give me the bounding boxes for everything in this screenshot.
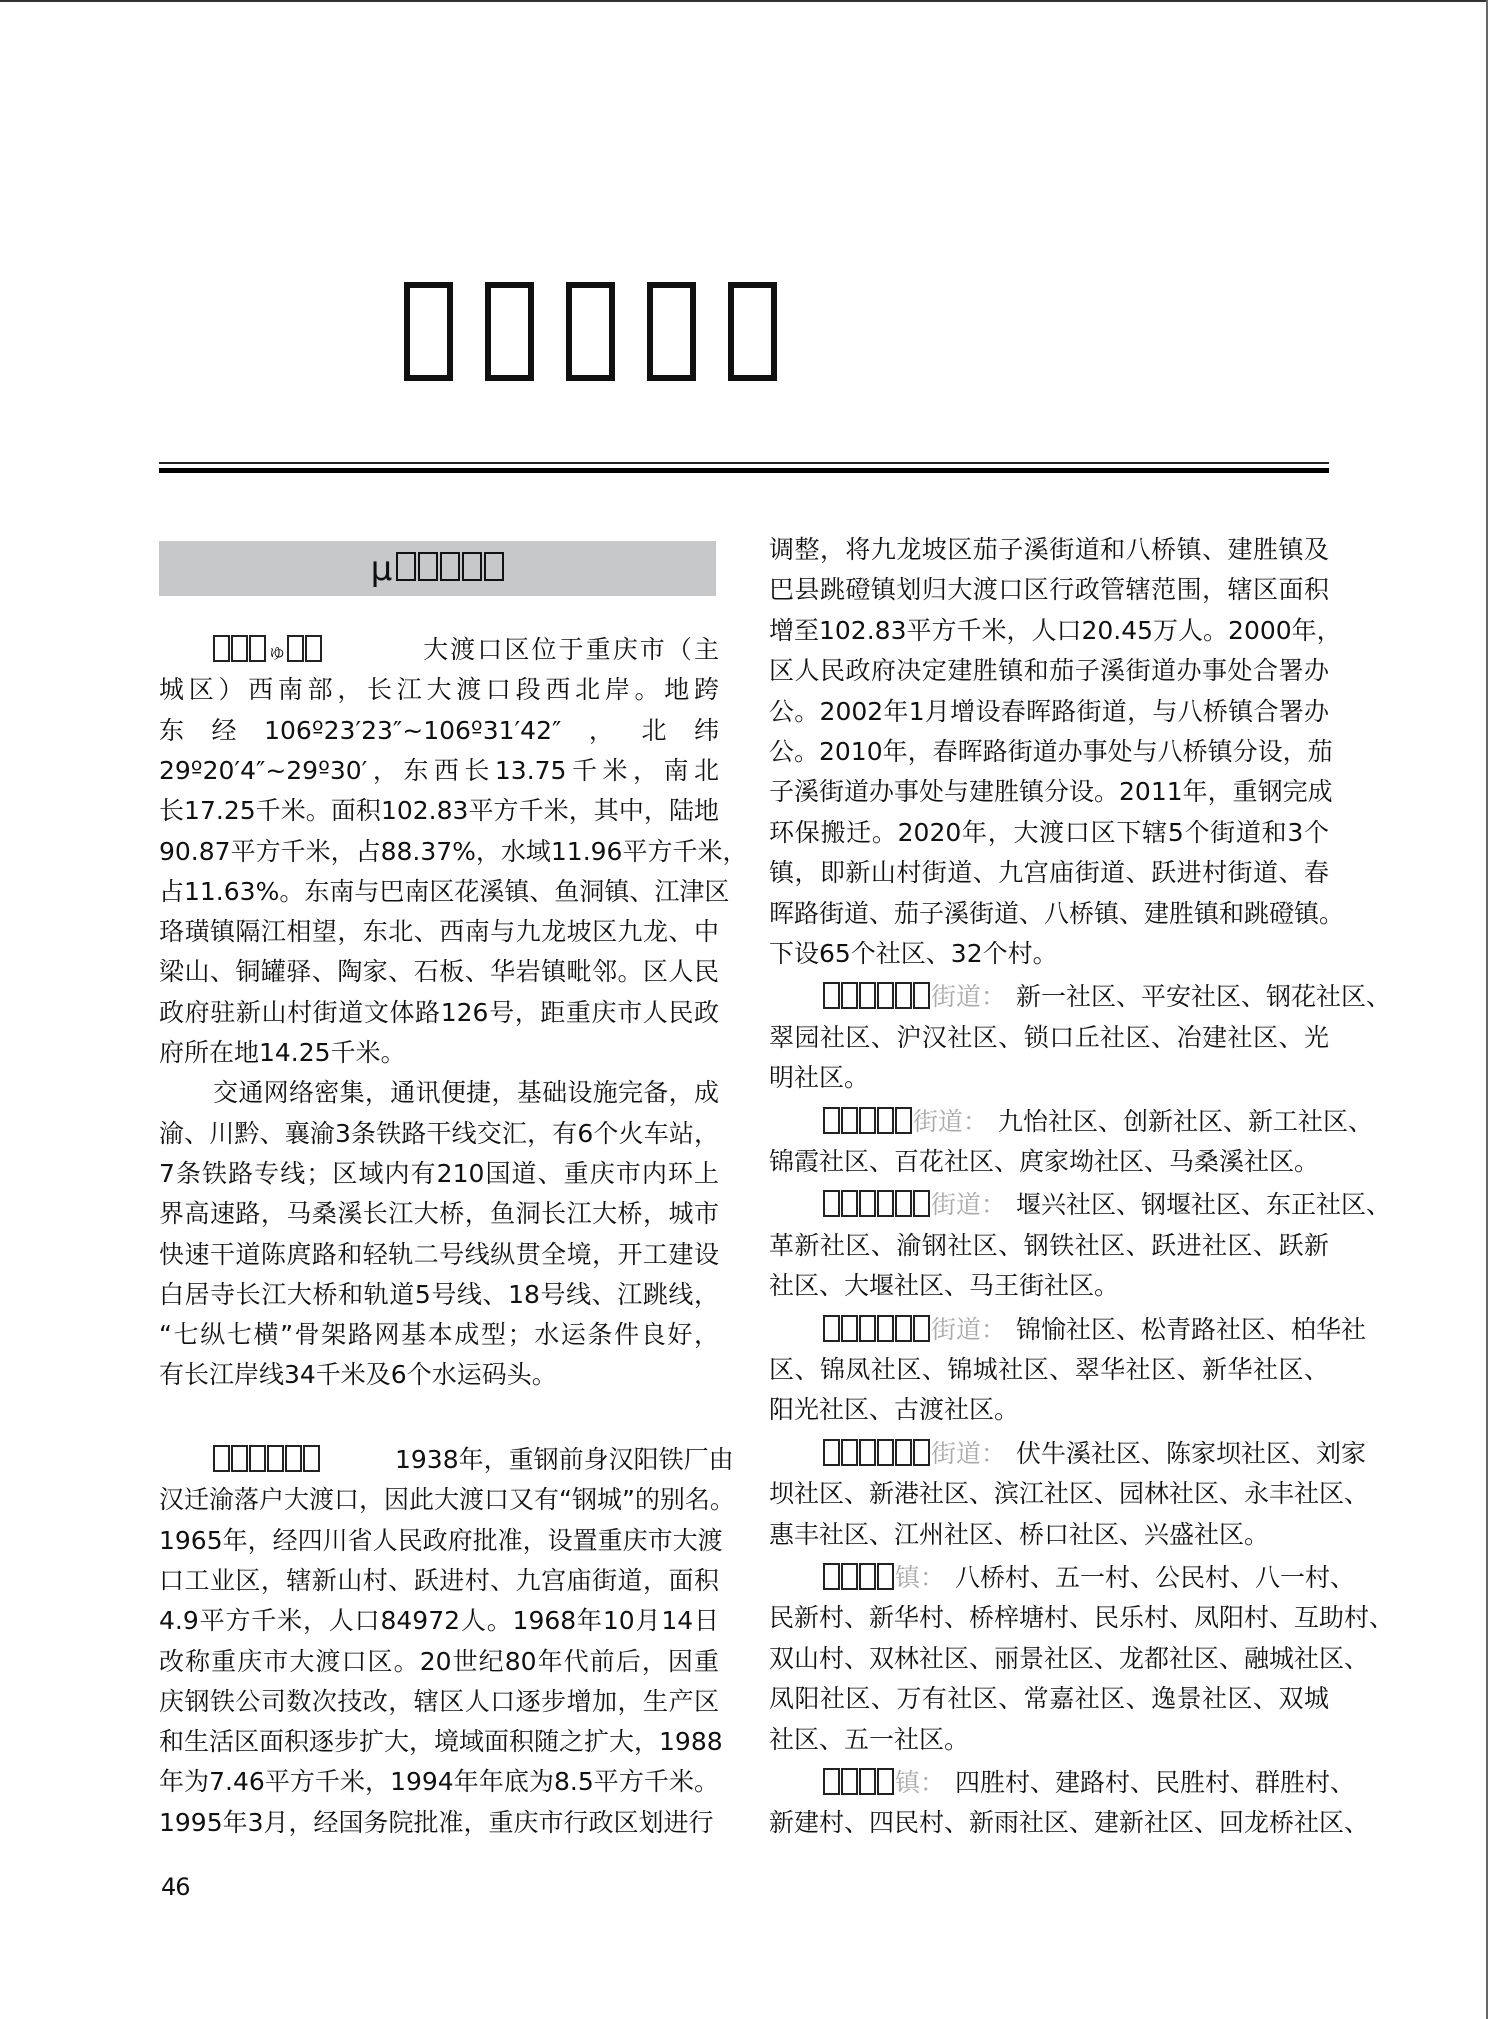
missing-glyph-box (213, 1445, 230, 1472)
text-line: 改称重庆市大渡口区。20世纪80年代前后，因重 (159, 1646, 719, 1676)
missing-glyph-box (396, 552, 416, 581)
entry-heading-ghost: 街道： (913, 1106, 989, 1136)
missing-glyph-box (287, 635, 304, 662)
missing-glyph-box (823, 1439, 840, 1466)
text-run: 堰兴社区、钢堰社区、东正社区、 (1016, 1190, 1392, 1220)
missing-glyph-box (231, 1445, 248, 1472)
missing-glyph-box (841, 1190, 858, 1217)
title-rule-thick (159, 468, 1329, 473)
text-line: 快速干道陈庹路和轻轨二号线纵贯全境，开工建设 (159, 1239, 719, 1269)
missing-glyph-box (485, 282, 534, 381)
entry-heading (823, 1310, 1006, 1351)
missing-glyph-box (418, 552, 438, 581)
entry-heading (823, 1185, 1006, 1226)
text-line: 7条铁路专线；区域内有210国道、重庆市内环上 (159, 1158, 719, 1188)
missing-glyph-box (267, 1445, 284, 1472)
text-line: 界高速路，马桑溪长江大桥，鱼洞长江大桥，城市 (159, 1199, 719, 1229)
missing-glyph-box (566, 282, 615, 381)
text-line: 凤阳社区、万有社区、常嘉社区、逸景社区、双城 (769, 1684, 1329, 1714)
missing-glyph-box (647, 282, 696, 381)
text-line: 民新村、新华村、桥梓塘村、民乐村、凤阳村、互助村、 (769, 1603, 1395, 1633)
missing-glyph-box (895, 1107, 912, 1134)
missing-glyph-box (895, 1439, 912, 1466)
missing-glyph-box (859, 1768, 876, 1795)
missing-glyph-box (823, 1563, 840, 1590)
text-line: 镇，即新山村街道、九宫庙街道、跃进村街道、春 (769, 858, 1329, 888)
text-line: 公。2002年1月增设春晖路街道，与八桥镇合署办 (769, 696, 1329, 726)
page-top-border (0, 0, 1488, 2)
missing-glyph-box (823, 1190, 840, 1217)
text-line: 1965年，经四川省人民政府批准，设置重庆市大渡 (159, 1525, 723, 1555)
text-line: 汉迁渝落户大渡口，因此大渡口又有“钢城”的别名。 (159, 1485, 735, 1515)
text-line: 明社区。 (769, 1063, 870, 1093)
paragraph-heading (213, 630, 323, 672)
entry-heading (823, 1102, 988, 1143)
text-line: 29º20′4″~29º30′，东西长13.75千米，南北 (159, 755, 719, 785)
entry-first-line (823, 1310, 1367, 1351)
entry-heading-ghost: 镇： (895, 1563, 946, 1592)
text-line: 锦霞社区、百花社区、庹家坳社区、马桑溪社区。 (769, 1147, 1320, 1176)
missing-glyph-box (841, 1439, 858, 1466)
text-line: 社区、五一社区。 (769, 1724, 970, 1754)
entry-heading-ghost: 街道： (931, 1190, 1007, 1220)
missing-glyph-box (859, 1563, 876, 1590)
missing-glyph-box (823, 1315, 840, 1342)
missing-glyph-box (305, 635, 322, 662)
text-line: 白居寺长江大桥和轨道5号线、18号线、江跳线， (159, 1279, 719, 1309)
entry-heading (823, 1558, 945, 1599)
missing-glyph-box (728, 282, 777, 381)
text-line: 东经106º23′23″~106º31′42″，北纬 (159, 715, 719, 745)
missing-glyph-box (841, 982, 858, 1009)
text-line: 调整，将九龙坡区茄子溪街道和八桥镇、建胜镇及 (769, 535, 1329, 564)
text-line: 占11.63%。东南与巴南区花溪镇、鱼洞镇、江津区 (159, 876, 730, 906)
text-line: 90.87平方千米，占88.37%，水域11.96平方千米， (159, 836, 748, 866)
section-header-missing-glyphs (394, 552, 504, 585)
missing-glyph-box (877, 1107, 894, 1134)
text-line: 庆钢铁公司数次技改，辖区人口逐步增加，生产区 (159, 1686, 719, 1716)
text-line: 珞璜镇隔江相望，东北、西南与九龙坡区九龙、中 (159, 917, 719, 947)
text-run: 大渡口区位于重庆市（主 (421, 635, 719, 664)
missing-glyph-box (823, 982, 840, 1009)
missing-glyph-box (484, 552, 504, 581)
entry-heading-ghost: 街道： (931, 982, 1007, 1012)
text-line: 阳光社区、古渡社区。 (769, 1395, 1020, 1425)
missing-glyph-box (877, 982, 894, 1009)
text-line: 翠园社区、沪汉社区、锁口丘社区、冶建社区、光 (769, 1022, 1329, 1052)
text-line: 府所在地14.25千米。 (159, 1038, 406, 1067)
entry-first-line (823, 1102, 1374, 1143)
text-line: 渝、川黔、襄渝3条铁路干线交汇，有6个火车站， (159, 1118, 719, 1148)
text-line: 区、锦凤社区、锦城社区、翠华社区、新华社区、 (769, 1355, 1329, 1384)
missing-glyph-box (859, 1107, 876, 1134)
section-header-prefix: μ (370, 548, 393, 589)
text-line: 区人民政府决定建胜镇和茄子溪街道办事处合署办 (769, 656, 1329, 686)
entry-heading (823, 1434, 1006, 1475)
missing-glyph-box (895, 1315, 912, 1342)
text-run: 伏牛溪社区、陈家坝社区、刘家 (1016, 1438, 1367, 1468)
paragraph-first-line (213, 1440, 734, 1481)
text-line: 巴县跳磴镇划归大渡口区行政管辖范围，辖区面积 (769, 575, 1329, 605)
text-line: 环保搬迁。2020年，大渡口区下辖5个街道和3个 (769, 817, 1329, 847)
text-line: 双山村、双林社区、丽景社区、龙都社区、融城社区、 (769, 1643, 1370, 1673)
missing-glyph-box (231, 635, 248, 662)
text-line: 交通网络密集，通讯便捷，基础设施完备，成 (213, 1078, 719, 1108)
missing-glyph-box (404, 282, 453, 381)
text-line: 长17.25千米。面积102.83平方千米，其中，陆地 (159, 796, 719, 826)
entry-first-line (823, 1434, 1367, 1475)
missing-glyph-box (249, 635, 266, 662)
missing-glyph-box (303, 1445, 320, 1472)
text-line: 下设65个社区、32个村。 (769, 939, 1058, 968)
text-line: 城区）西南部，长江大渡口段西北岸。地跨 (159, 675, 719, 705)
entry-first-line (823, 1558, 1356, 1599)
entry-heading (823, 977, 1006, 1018)
text-line: 1995年3月，经国务院批准，重庆市行政区划进行 (159, 1807, 714, 1837)
missing-glyph-box (913, 1439, 930, 1466)
entry-heading-ghost: 街道： (931, 1314, 1007, 1344)
missing-glyph-box (213, 635, 230, 662)
text-run: 四胜村、建路村、民胜村、群胜村、 (955, 1768, 1356, 1797)
missing-glyph-box (841, 1107, 858, 1134)
missing-glyph-box (877, 1563, 894, 1590)
missing-glyph-box (440, 552, 460, 581)
text-line: 梁山、铜罐驿、陶家、石板、华岩镇毗邻。区人民 (159, 957, 719, 987)
page-number: 46 (161, 1873, 190, 1901)
text-run: 新一社区、平安社区、钢花社区、 (1016, 982, 1392, 1012)
text-run: 九怡社区、创新社区、新工社区、 (998, 1106, 1374, 1136)
missing-glyph-box (877, 1315, 894, 1342)
missing-glyph-box (285, 1445, 302, 1472)
text-line: 口工业区，辖新山村、跃进村、九宫庙街道，面积 (159, 1565, 719, 1595)
text-line: 革新社区、渝钢社区、钢铁社区、跃进社区、跃新 (769, 1230, 1329, 1260)
missing-glyph-box (913, 982, 930, 1009)
missing-glyph-box (823, 1768, 840, 1795)
missing-glyph-box (877, 1768, 894, 1795)
missing-glyph-box (895, 1190, 912, 1217)
text-line: 新建村、四民村、新雨社区、建新社区、回龙桥社区、 (769, 1808, 1370, 1838)
missing-glyph-box (859, 1439, 876, 1466)
title-rule-thin (159, 462, 1329, 464)
entry-first-line (823, 977, 1392, 1018)
missing-glyph-box (841, 1768, 858, 1795)
entry-first-line (823, 1763, 1356, 1804)
text-line: 增至102.83平方千米，人口20.45万人。2000年， (769, 615, 1342, 645)
missing-glyph-box (895, 982, 912, 1009)
text-line: 坝社区、新港社区、滨江社区、园林社区、永丰社区、 (769, 1479, 1370, 1509)
entry-first-line (823, 1185, 1392, 1226)
missing-glyph-box (859, 1315, 876, 1342)
missing-glyph-box (859, 1190, 876, 1217)
text-run: 1938年，重钢前身汉阳铁厂由 (395, 1445, 734, 1474)
text-line: 公。2010年，春晖路街道办事处与八桥镇分设，茄 (769, 737, 1333, 766)
missing-glyph-box (859, 982, 876, 1009)
missing-glyph-box (841, 1563, 858, 1590)
missing-glyph-box (877, 1439, 894, 1466)
missing-glyph-box (823, 1107, 840, 1134)
text-line: 政府驻新山村街道文体路126号，距重庆市人民政 (159, 997, 719, 1027)
missing-glyph-box (913, 1190, 930, 1217)
text-line: 和生活区面积逐步扩大，境域面积随之扩大，1988 (159, 1727, 723, 1757)
text-line: 子溪街道办事处与建胜镇分设。2011年，重钢完成 (769, 777, 1333, 807)
text-line: 4.9平方千米，人口84972人。1968年10月14日 (159, 1606, 719, 1636)
entry-heading-ghost: 镇： (895, 1768, 946, 1797)
text-line: “七纵七横”骨架路网基本成型；水运条件良好， (159, 1320, 719, 1350)
text-run: 锦愉社区、松青路社区、柏华社 (1016, 1314, 1367, 1344)
text-line: 年为7.46平方千米，1994年年底为8.5平方千米。 (159, 1767, 719, 1797)
text-line: 有长江岸线34千米及6个水运码头。 (159, 1360, 557, 1390)
missing-glyph-box (913, 1315, 930, 1342)
text-line: 社区、大堰社区、马王街社区。 (769, 1271, 1120, 1301)
missing-glyph-box (462, 552, 482, 581)
section-header (159, 541, 716, 596)
text-run: 八桥村、五一村、公民村、八一村、 (955, 1563, 1356, 1592)
text-line: 晖路街道、茄子溪街道、八桥镇、建胜镇和跳磴镇。 (769, 898, 1345, 928)
missing-glyph-box (841, 1315, 858, 1342)
paragraph-heading (213, 1440, 321, 1481)
entry-heading-ghost: 街道： (931, 1438, 1007, 1468)
text-line: 惠丰社区、江州社区、桥口社区、兴盛社区。 (769, 1519, 1270, 1549)
heading-symbol: ゅ (267, 639, 287, 663)
missing-glyph-box (249, 1445, 266, 1472)
entry-heading (823, 1763, 945, 1804)
chapter-title (404, 282, 864, 392)
missing-glyph-box (877, 1190, 894, 1217)
paragraph-first-line (213, 630, 719, 672)
